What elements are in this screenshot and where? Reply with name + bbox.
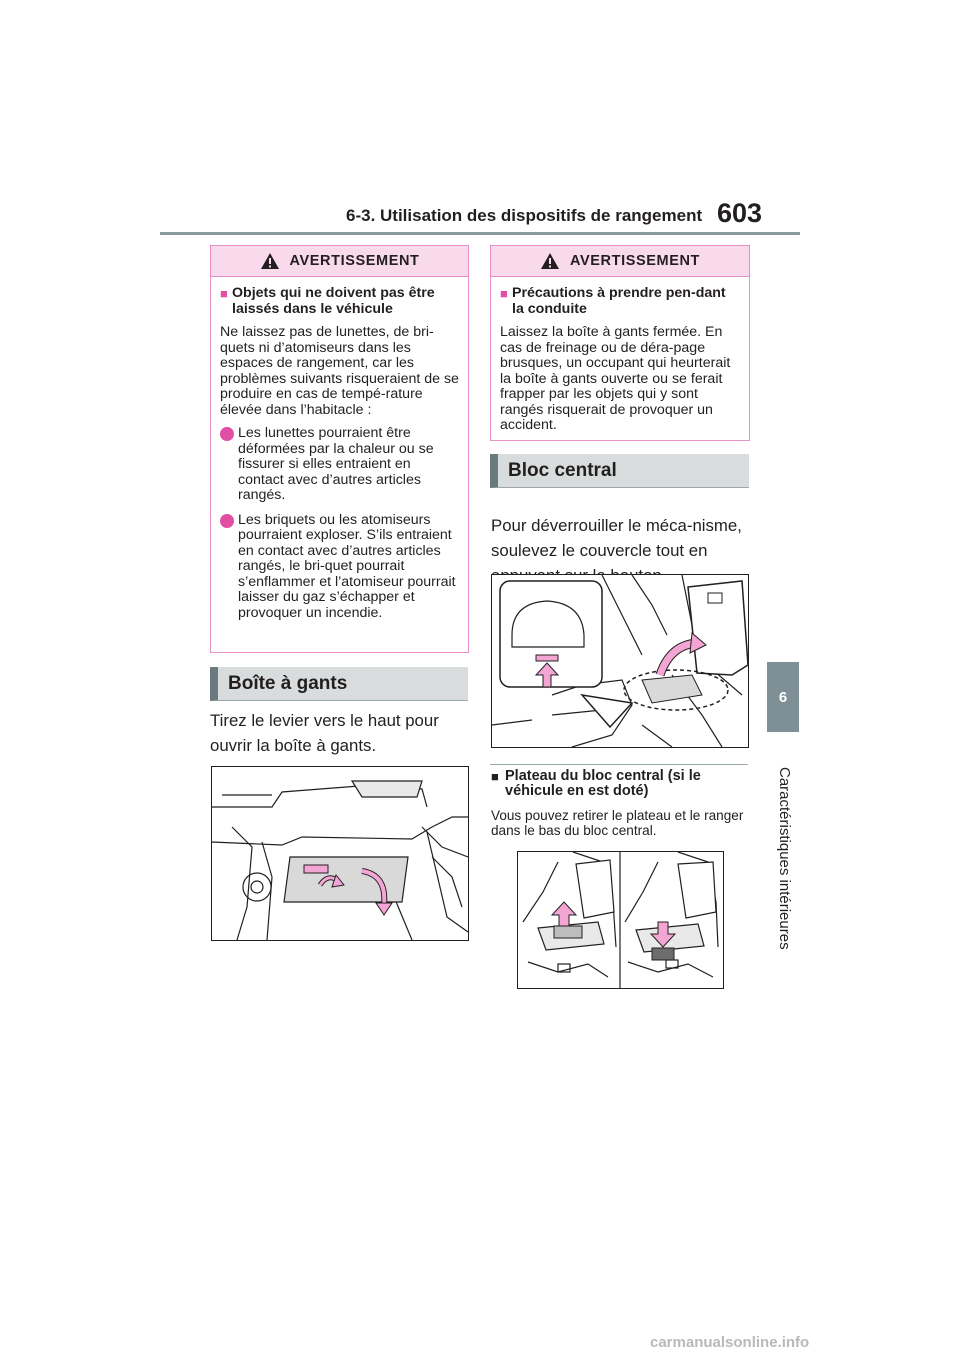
- center-console-drawing: [492, 575, 748, 747]
- warning-intro: Ne laissez pas de lunettes, de bri-quets ni d’atomiseurs dans les espaces de rangement, car les problèmes suivants risqueraient de se produire en cas de tempé-rature élevée dans l’habitacle :: [220, 324, 459, 418]
- tray-text: Vous pouvez retirer le plateau et le ranger dans le bas du bloc central.: [491, 808, 744, 838]
- warning-header: [491, 246, 749, 277]
- warning-subheading-row: [220, 286, 460, 317]
- warning-heading: AVERTISSEMENT: [289, 253, 420, 269]
- warning-subheading: Objets qui ne doivent pas être laissés dans le véhicule: [232, 285, 435, 317]
- chapter-tab: 6: [767, 662, 799, 732]
- warning-subheading: Précautions à prendre pen-dant la conduite: [512, 285, 726, 317]
- warning-body: [211, 277, 468, 640]
- arrow-up-icon: [552, 902, 576, 926]
- warning-triangle-icon: [540, 252, 560, 270]
- tray-subheading-row: [491, 769, 747, 799]
- warning-box-left: [210, 245, 469, 653]
- list-item: [220, 513, 460, 622]
- square-bullet-icon: ■: [491, 769, 499, 784]
- list-item: [220, 426, 460, 504]
- warning-heading: AVERTISSEMENT: [570, 253, 700, 269]
- tray-drawing: [518, 852, 723, 988]
- warning-header: [211, 246, 468, 277]
- list-item-text: Les lunettes pourraient être déformées par la chaleur ou se fissurer si elles entraient en contact avec d’autres articles rangés.: [238, 425, 434, 503]
- square-bullet-icon: ■: [500, 286, 508, 301]
- round-bullet-icon: [220, 514, 234, 528]
- subsection-rule: [490, 764, 748, 765]
- header-rule: [160, 232, 800, 235]
- watermark: carmanualsonline.info: [650, 1334, 810, 1351]
- list-item-text: Les briquets ou les atomiseurs pourraient exploser. S’ils entraient en contact avec d’autres articles rangés, le bri-quet pourrait s’enflammer et l’atomiseur pourrait laisser du gaz s’échapper et provoquer un incendie.: [238, 511, 456, 621]
- chapter-tab-label: Caractéristiques intérieures: [776, 767, 793, 950]
- page-number: 603: [717, 198, 763, 228]
- round-bullet-icon: [220, 427, 234, 441]
- warning-text: Laissez la boîte à gants fermée. En cas de freinage ou de déra-page brusques, un occupant qui heurterait la boîte à gants ouverte ou se ferait frapper par les objets qui y sont rangés risquerait de provoquer un accident.: [500, 324, 731, 433]
- glove-box-text: Tirez le levier vers le haut pour ouvrir la boîte à gants.: [210, 711, 439, 755]
- section-heading-center-console: Bloc central: [490, 454, 749, 488]
- section-heading-glove-box: Boîte à gants: [210, 667, 468, 701]
- chapter-title: 6-3. Utilisation des dispositifs de rangement: [346, 206, 703, 225]
- warning-triangle-icon: [260, 252, 280, 270]
- tray-subheading: Plateau du bloc central (si le véhicule en est doté): [505, 768, 701, 799]
- warning-body: [491, 277, 749, 452]
- center-console-illustration: [491, 574, 749, 748]
- warning-box-right: [490, 245, 750, 441]
- glove-box-drawing: [212, 767, 468, 940]
- warning-subheading-row: [500, 286, 741, 317]
- square-bullet-icon: ■: [220, 286, 228, 301]
- tray-illustration: [517, 851, 724, 989]
- center-console-text: Pour déverrouiller le méca-nisme, soulevez le couvercle tout en: [491, 516, 742, 560]
- glove-box-illustration: [211, 766, 469, 941]
